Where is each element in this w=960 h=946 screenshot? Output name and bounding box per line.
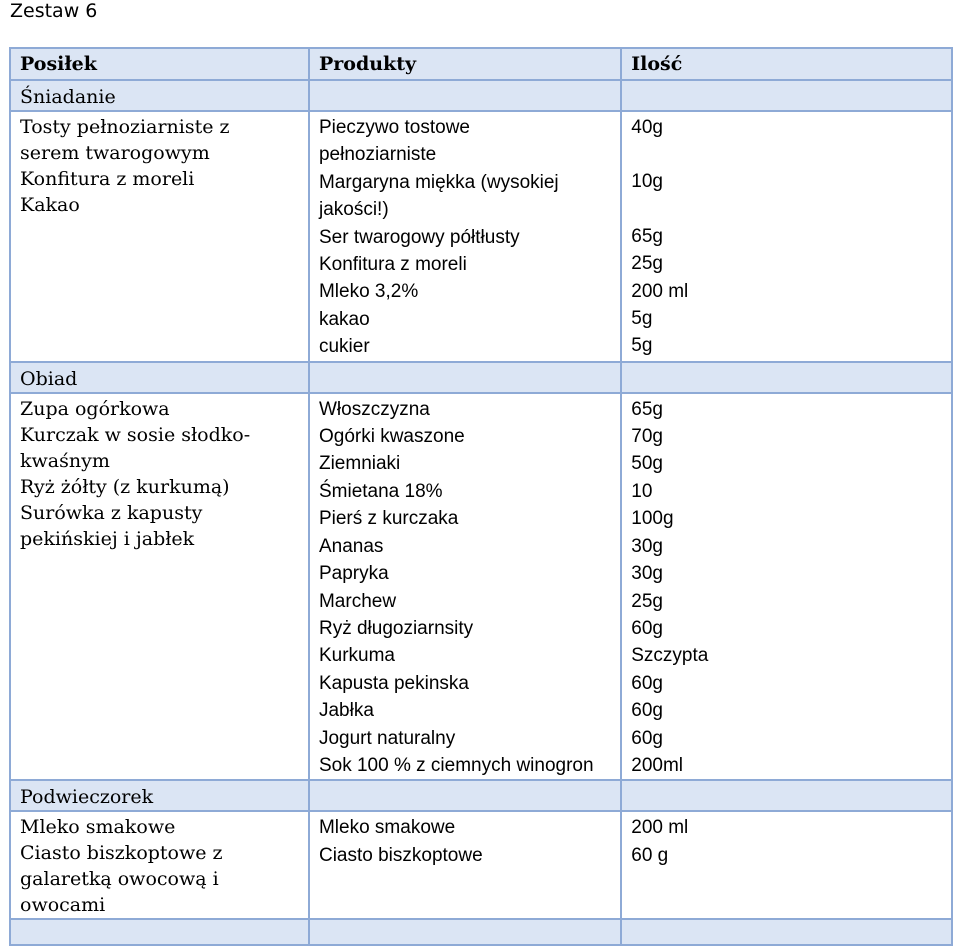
quantity-line: 30g: [631, 563, 663, 585]
product-line: Sok 100 % z ciemnych winogron: [318, 754, 594, 776]
meal-line: pekińskiej i jabłek: [20, 527, 195, 550]
product-line: cukier: [318, 336, 370, 358]
product-line: Ogórki kwaszone: [318, 426, 465, 448]
product-line: Włoszczyzna: [318, 398, 430, 420]
quantity-line: 30g: [631, 535, 663, 557]
product-line: Papryka: [318, 563, 389, 585]
product-line: Ananas: [318, 535, 384, 557]
quantity-line: 65g: [631, 398, 663, 420]
quantity-line: Szczypta: [631, 645, 709, 667]
section-title: Podwieczorek: [10, 780, 309, 811]
page-title: Zestaw 6: [10, 0, 98, 22]
meal-cell: [10, 811, 309, 919]
section-title: Śniadanie: [10, 80, 309, 111]
product-line: Ryż długoziarnsity: [318, 617, 474, 639]
section-row-breakfast: [10, 80, 952, 111]
meal-line: Mleko smakowe: [20, 816, 176, 839]
quantities-cell: [621, 393, 952, 781]
product-line: Ziemniaki: [318, 453, 401, 475]
quantity-line: 25g: [631, 590, 663, 612]
meal-line: galaretką owocową i: [20, 868, 219, 891]
product-line: Śmietana 18%: [318, 480, 443, 502]
product-line: Mleko 3,2%: [318, 281, 419, 303]
header-quantity: Ilość: [621, 48, 952, 80]
quantity-line: 5g: [631, 335, 653, 357]
quantity-line: 65g: [631, 225, 663, 247]
empty-footer-row: [10, 919, 952, 945]
meal-line: Kakao: [20, 194, 80, 216]
meal-line: kwaśnym: [20, 449, 110, 472]
meal-line: serem twarogowym: [20, 142, 210, 164]
quantity-line: 40g: [631, 117, 663, 138]
quantity-line: 5g: [631, 308, 653, 330]
quantity-line: 10: [631, 480, 653, 502]
product-line: kakao: [318, 308, 370, 330]
meal-cell: [10, 393, 309, 781]
meal-line: Zupa ogórkowa: [20, 397, 170, 420]
product-line: Jabłka: [318, 700, 374, 722]
header-meal: Posiłek: [10, 48, 309, 80]
meal-line: Surówka z kapusty: [20, 501, 203, 524]
product-line: jakości!): [318, 199, 389, 221]
meal-line: Tosty pełnoziarniste z: [20, 116, 230, 138]
quantity-line: 50g: [631, 453, 663, 475]
quantity-line: 60g: [631, 617, 663, 639]
product-line: Jogurt naturalny: [318, 727, 456, 749]
product-line: Pierś z kurczaka: [318, 508, 459, 530]
quantity-line: 200 ml: [631, 280, 689, 302]
product-line: Marchew: [318, 590, 397, 612]
quantity-line: 25g: [631, 253, 663, 275]
quantity-line: 60g: [631, 727, 663, 749]
meal-cell: [10, 111, 309, 362]
product-line: pełnoziarniste: [318, 144, 437, 166]
quantity-line: 60g: [631, 672, 663, 694]
product-line: Ciasto biszkoptowe: [318, 844, 483, 866]
meal-line: owocami: [20, 894, 106, 917]
meal-line: Ciasto biszkoptowe z: [20, 842, 223, 865]
product-line: Pieczywo tostowe: [318, 117, 470, 138]
table-row: [10, 393, 952, 781]
meal-line: Ryż żółty (z kurkumą): [20, 475, 230, 498]
quantities-cell: [621, 111, 952, 362]
products-cell: [309, 111, 621, 362]
quantity-line: 60 g: [631, 844, 669, 866]
quantity-line: 10g: [631, 171, 663, 193]
product-line: Mleko smakowe: [318, 817, 456, 839]
meal-line: Konfitura z moreli: [20, 168, 195, 190]
quantity-line: 200ml: [631, 754, 683, 776]
product-line: Margaryna miękka (wysokiej: [318, 171, 559, 193]
quantity-line: 60g: [631, 700, 663, 722]
meal-line: Kurczak w sosie słodko-: [20, 423, 251, 446]
quantity-line: 100g: [631, 508, 674, 530]
table-header-row: [10, 48, 952, 80]
header-products: Produkty: [309, 48, 621, 80]
products-cell: [309, 393, 621, 781]
section-row-snack: [10, 780, 952, 811]
products-cell: [309, 811, 621, 919]
product-line: Kapusta pekinska: [318, 672, 469, 694]
table-row: [10, 111, 952, 362]
section-row-lunch: [10, 362, 952, 393]
quantity-line: 200 ml: [631, 817, 689, 839]
section-title: Obiad: [10, 362, 309, 393]
product-line: Konfitura z moreli: [318, 254, 467, 276]
product-line: Kurkuma: [318, 645, 395, 667]
quantities-cell: [621, 811, 952, 919]
product-line: Ser twarogowy półtłusty: [318, 226, 520, 248]
meal-plan-table: [9, 47, 953, 946]
quantity-line: 70g: [631, 426, 663, 448]
table-row: [10, 811, 952, 919]
